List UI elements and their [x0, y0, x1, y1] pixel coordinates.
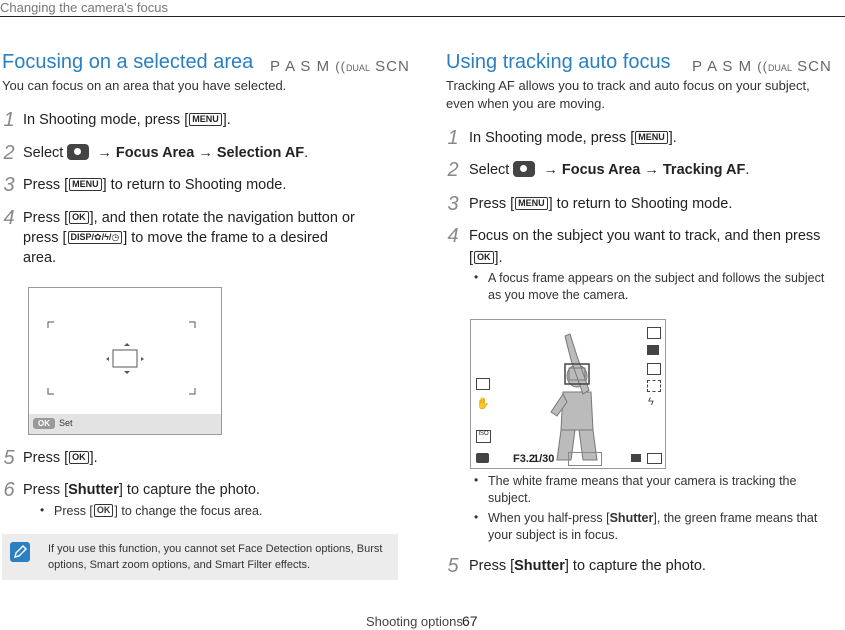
- dual-is-icon: ((: [757, 59, 768, 74]
- child-subject-illustration: [471, 320, 665, 468]
- nav-keys: DISP/✿/ϟ/◷: [68, 231, 123, 244]
- image-size-icon: [647, 327, 661, 339]
- menu-key: MENU: [69, 178, 102, 191]
- step-number: 1: [447, 127, 459, 149]
- focus-area-icon: [647, 380, 661, 392]
- intro-text: Tracking AF allows you to track and auto focus on your subject, even when you are moving.: [446, 78, 810, 111]
- bullet-dot: •: [474, 473, 479, 487]
- section-title-tracking-af: Using tracking auto focus: [446, 51, 671, 73]
- step-text: In Shooting mode, press [ MENU ].: [469, 130, 677, 146]
- focus-frame-guides: [29, 288, 221, 434]
- step-number: 4: [3, 207, 15, 229]
- bullet-dot: •: [474, 270, 479, 284]
- step-text: Press [ MENU ] to return to Shooting mode.: [23, 177, 287, 193]
- bullet-text: When you half-press [Shutter], the green frame means that your subject is in focus.: [488, 511, 818, 542]
- header-divider: [0, 16, 845, 17]
- mode-list: [270, 58, 410, 75]
- step-number: 3: [447, 193, 459, 215]
- iso-icon: ISO: [476, 430, 491, 443]
- menu-key: MENU: [635, 131, 668, 144]
- memory-card-icon: [631, 454, 641, 462]
- set-label: Set: [59, 418, 73, 428]
- section-title-selected-area: Focusing on a selected area: [2, 51, 254, 73]
- bullet-text: The white frame means that your camera is tracking the subject.: [488, 474, 797, 505]
- mode-list: [692, 58, 832, 75]
- camera-screen-tracking-af: [470, 319, 666, 469]
- step-text: Press [ MENU ] to return to Shooting mode.: [469, 196, 733, 212]
- step-number: 4: [447, 225, 459, 247]
- ok-key: OK: [474, 251, 494, 264]
- step-text: Press [Shutter] to capture the photo.: [469, 558, 706, 574]
- ok-key: OK: [69, 451, 89, 464]
- face-detect-icon: [476, 378, 490, 390]
- page-header: Changing the camera's focus: [0, 0, 168, 15]
- dual-label: DUAL: [345, 63, 370, 73]
- step-text-cont: [ OK ].: [469, 250, 503, 266]
- bullet-text: Press [ OK ] to change the focus area.: [54, 504, 263, 518]
- bullet-dot: •: [40, 503, 45, 517]
- step-number: 2: [447, 159, 459, 181]
- step-number: 3: [3, 174, 15, 196]
- white-balance-icon: [647, 363, 661, 375]
- step-number: 6: [3, 479, 15, 501]
- note-text: If you use this function, you cannot set Face Detection options, Burst options, Smart zoom options, and Smart Filter effects.: [48, 543, 383, 571]
- step-number: 5: [3, 447, 15, 469]
- step-text: Focus on the subject you want to track, and then press: [469, 228, 821, 244]
- note-pencil-icon: [10, 542, 30, 562]
- mode-letters: P A S M: [692, 58, 753, 75]
- hand-shake-icon: ✋: [476, 398, 490, 410]
- menu-key: MENU: [189, 113, 222, 126]
- pencil-icon: [10, 542, 30, 562]
- note-box: [2, 534, 398, 580]
- scn-label: SCN: [375, 58, 410, 75]
- aperture-value: F3.2: [513, 453, 536, 465]
- battery-icon: [647, 453, 662, 464]
- menu-key: MENU: [515, 197, 548, 210]
- screen-bottom-bar: [29, 414, 221, 434]
- step-number: 1: [3, 109, 15, 131]
- ok-button-icon: OK: [33, 418, 55, 429]
- step-text: Press [ OK ].: [23, 450, 98, 466]
- camera-icon: [513, 161, 535, 177]
- camera-screen-selection-af: [28, 287, 222, 435]
- shutter-value: 1/30: [533, 453, 555, 465]
- bullet-dot: •: [474, 510, 479, 524]
- step-number: 2: [3, 142, 15, 164]
- step-text: Select → Focus Area → Selection AF.: [23, 145, 309, 161]
- step-text: In Shooting mode, press [ MENU ].: [23, 112, 231, 128]
- page-number: 67: [462, 613, 478, 629]
- flash-icon: ϟ: [648, 396, 654, 408]
- quality-icon: [647, 345, 659, 355]
- exposure-scale: [568, 452, 602, 466]
- ok-key: OK: [69, 211, 89, 224]
- footer-label: Shooting options: [366, 614, 463, 629]
- camera-mode-icon: [476, 453, 489, 463]
- ok-key: OK: [94, 504, 114, 517]
- dual-is-icon: ((: [335, 59, 346, 74]
- intro-text: You can focus on an area that you have selected.: [2, 78, 287, 93]
- bullet-text: A focus frame appears on the subject and follows the subject as you move the camera.: [488, 271, 825, 302]
- step-text: Select → Focus Area → Tracking AF.: [469, 162, 750, 178]
- step-text: Press [ OK ], and then rotate the navigation button or press [ DISP/✿/ϟ/◷ ] to move the frame to a desired area.: [23, 210, 355, 266]
- camera-icon: [67, 144, 89, 160]
- dual-label: DUAL: [767, 63, 792, 73]
- scn-label: SCN: [797, 58, 832, 75]
- step-number: 5: [447, 555, 459, 577]
- step-text: Press [Shutter] to capture the photo.: [23, 482, 260, 498]
- mode-letters: P A S M: [270, 58, 331, 75]
